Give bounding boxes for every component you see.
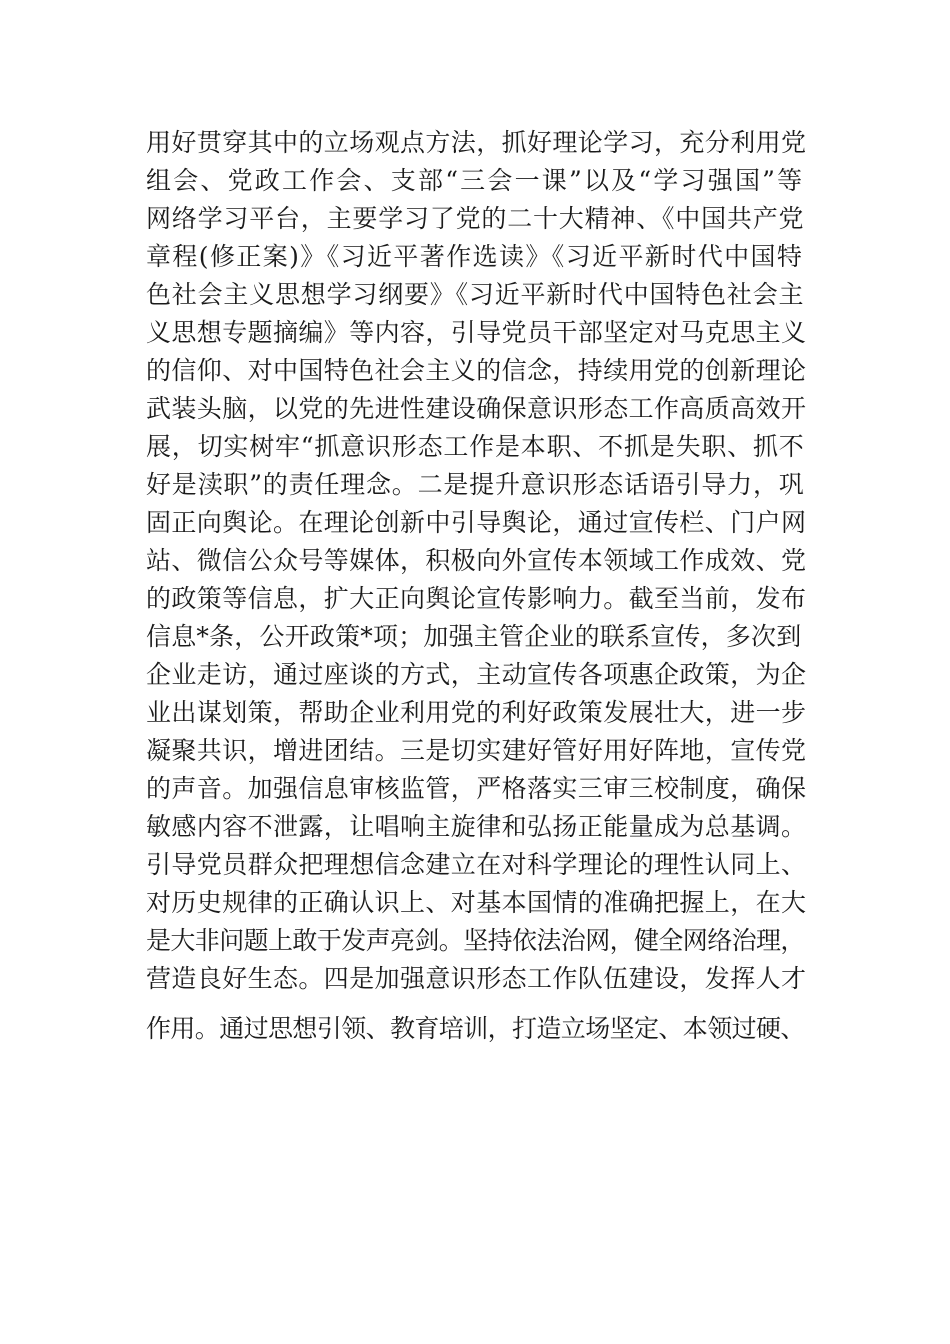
text-line: 业出谋划策，帮助企业利用党的利好政策发展壮大，进一步 — [146, 698, 807, 727]
text-line: 色社会主义思想学习纲要》《习近平新时代中国特色社会主 — [146, 280, 805, 309]
text-line: 固正向舆论。在理论创新中引导舆论，通过宣传栏、门户网 — [146, 508, 807, 537]
text-line: 武装头脑，以党的先进性建设确保意识形态工作高质高效开 — [146, 394, 807, 423]
text-line: 引导党员群众把理想信念建立在对科学理论的理性认同上、 — [146, 850, 807, 879]
text-line: 义思想专题摘编》等内容，引导党员干部坚定对马克思主义 — [146, 318, 807, 347]
text-line: 是大非问题上敢于发声亮剑。坚持依法治网，健全网络治理， — [146, 926, 805, 955]
text-line: 的信仰、对中国特色社会主义的信念，持续用党的创新理论 — [146, 356, 807, 385]
text-line: 作用。通过思想引领、教育培训，打造立场坚定、本领过硬、 — [146, 1014, 805, 1043]
text-line: 用好贯穿其中的立场观点方法，抓好理论学习，充分利用党 — [146, 128, 807, 157]
text-line: 企业走访，通过座谈的方式，主动宣传各项惠企政策，为企 — [146, 660, 807, 689]
text-line: 敏感内容不泄露，让唱响主旋律和弘扬正能量成为总基调。 — [146, 812, 807, 841]
text-line: 对历史规律的正确认识上、对基本国情的准确把握上，在大 — [146, 888, 807, 917]
text-line: 组会、党政工作会、支部“三会一课”以及“学习强国”等 — [146, 166, 805, 195]
body-text — [146, 124, 806, 1048]
text-line: 好是渎职”的责任理念。二是提升意识形态话语引导力，巩 — [146, 470, 805, 499]
text-line: 营造良好生态。四是加强意识形态工作队伍建设，发挥人才 — [146, 964, 807, 993]
text-line: 章程(修正案)》《习近平著作选读》《习近平新时代中国特 — [146, 242, 804, 271]
text-line: 网络学习平台，主要学习了党的二十大精神、《中国共产党 — [146, 204, 805, 233]
text-line: 凝聚共识，增进团结。三是切实建好管好用好阵地，宣传党 — [146, 736, 807, 765]
text-line: 的政策等信息，扩大正向舆论宣传影响力。截至当前，发布 — [146, 584, 807, 613]
text-line: 展，切实树牢“抓意识形态工作是本职、不抓是失职、抓不 — [146, 432, 805, 461]
text-line: 的声音。加强信息审核监管，严格落实三审三校制度，确保 — [146, 774, 807, 803]
text-line: 信息*条，公开政策*项；加强主管企业的联系宣传，多次到 — [146, 622, 802, 651]
text-line: 站、微信公众号等媒体，积极向外宣传本领域工作成效、党 — [146, 546, 807, 575]
